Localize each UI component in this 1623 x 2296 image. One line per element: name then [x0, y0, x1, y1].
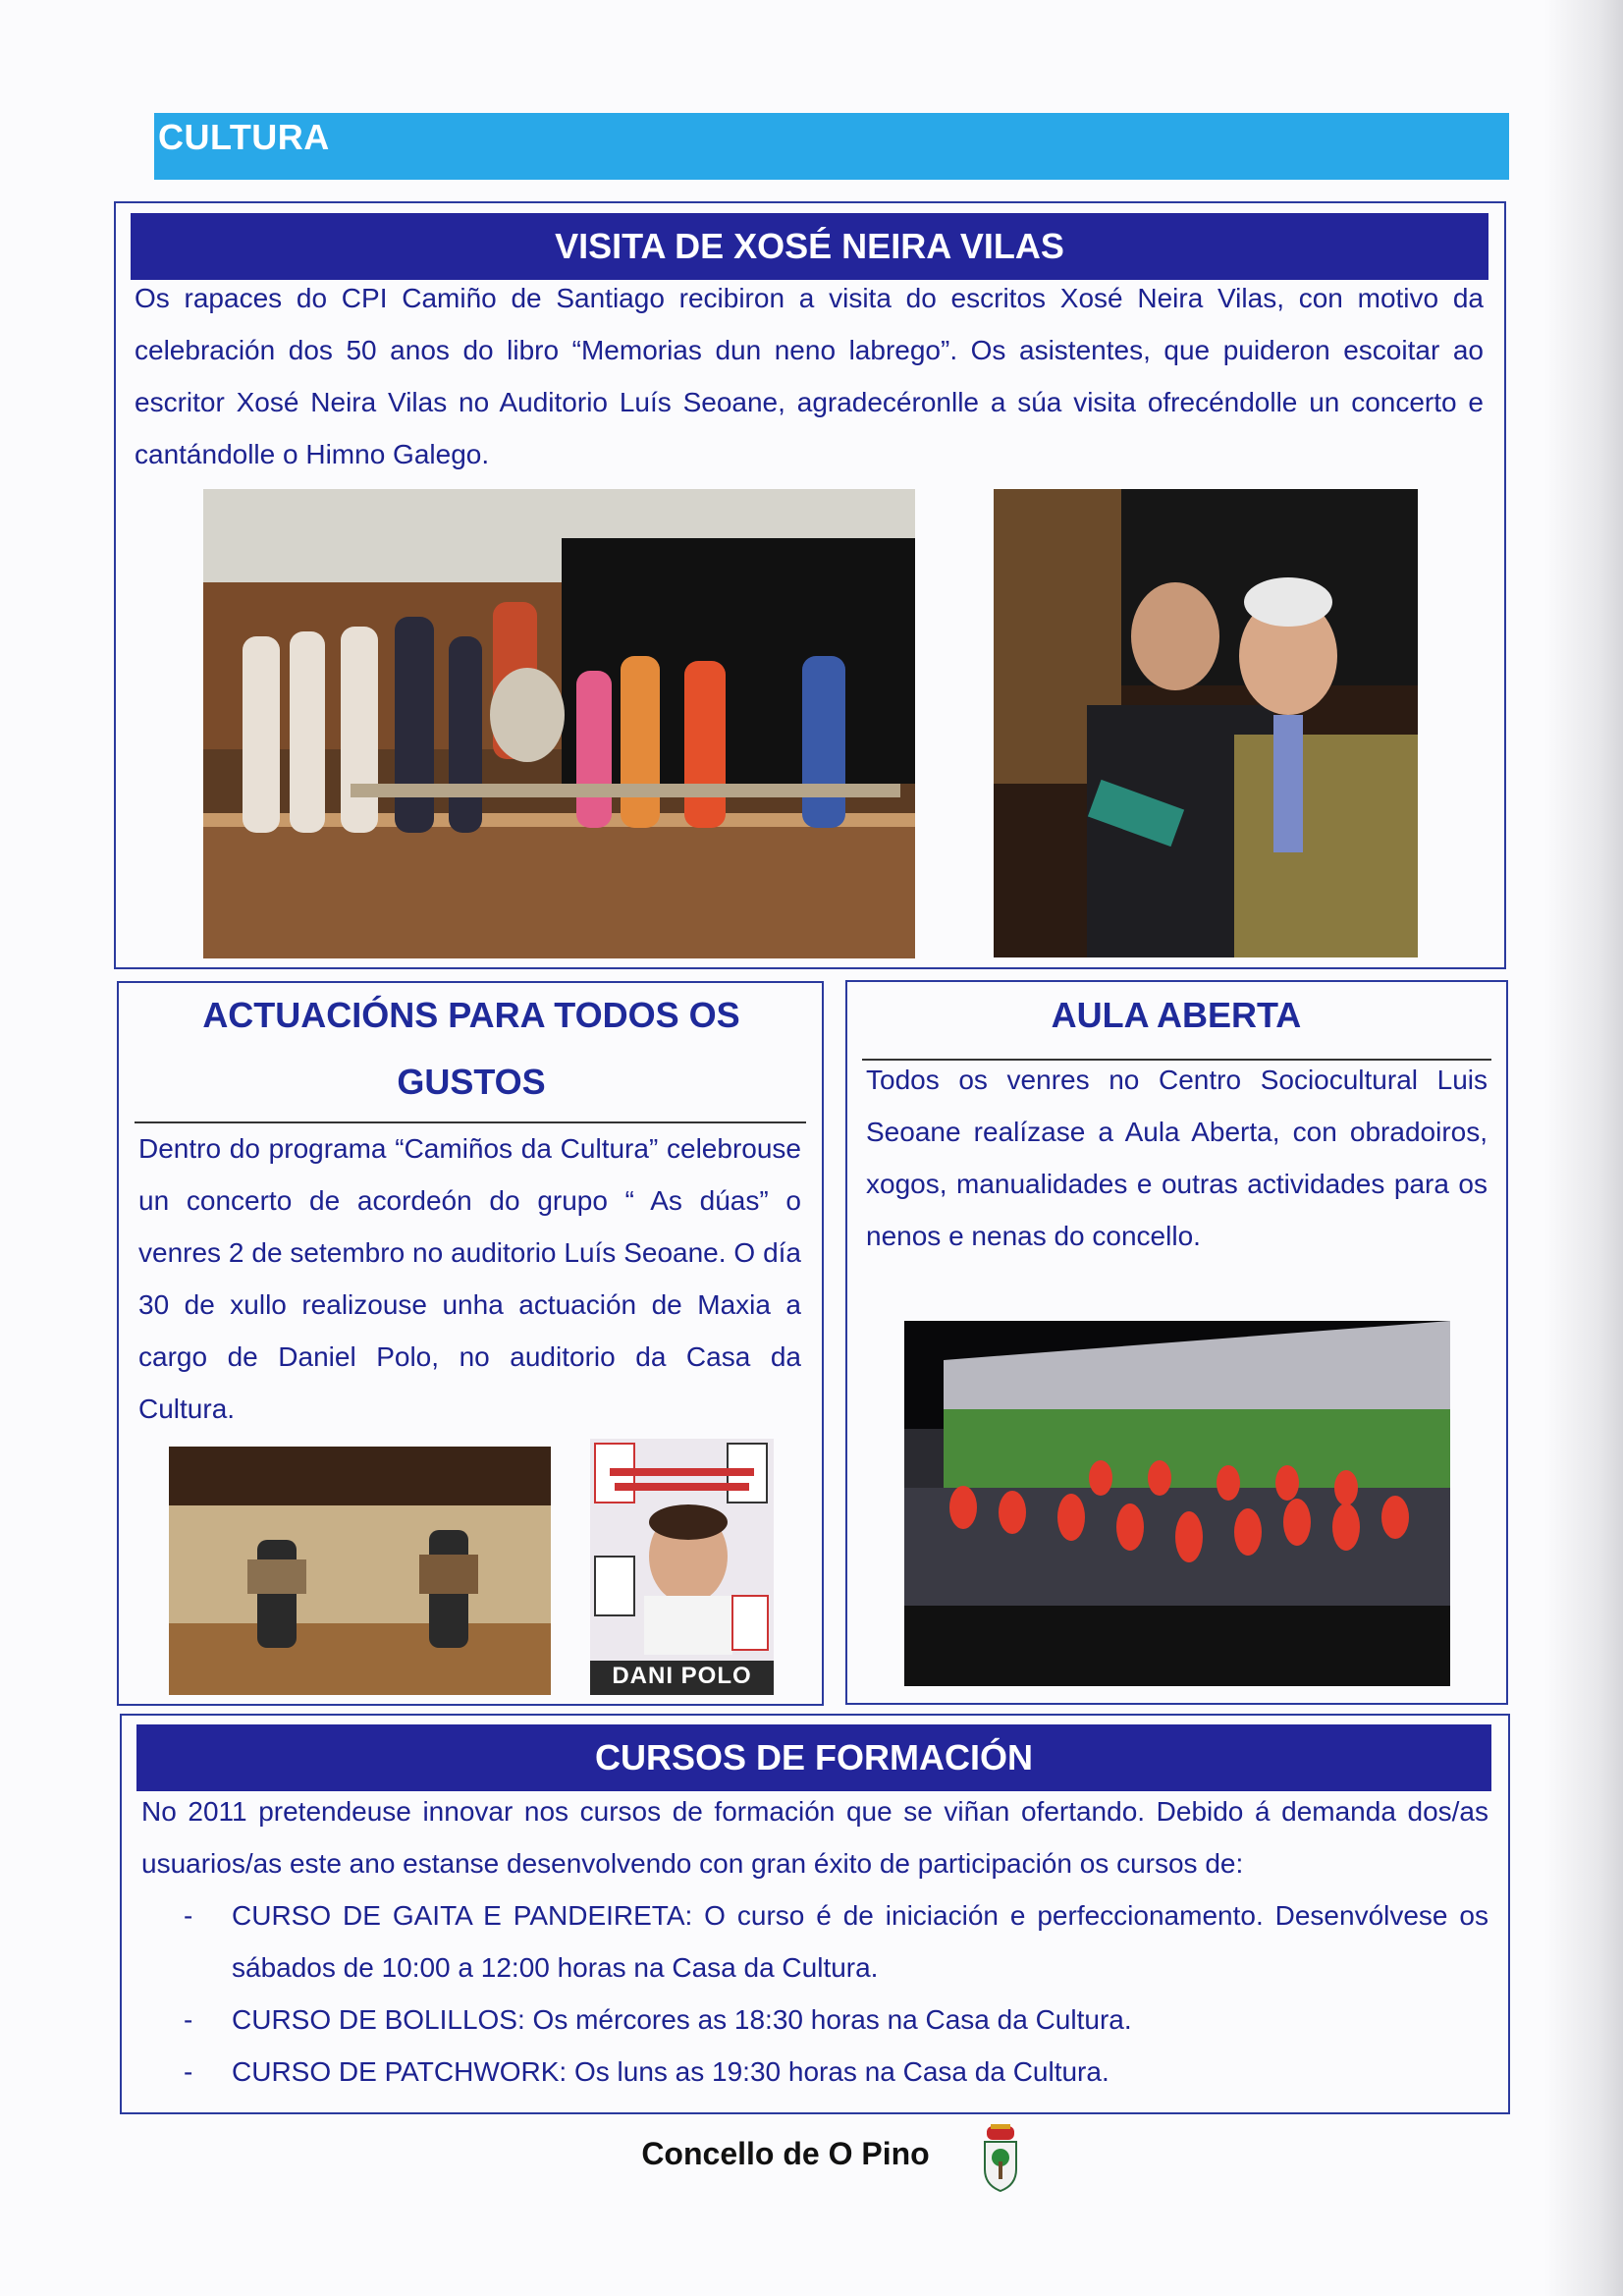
- actuacions-title-line1: ACTUACIÓNS PARA TODOS OS: [202, 995, 740, 1035]
- stage-concert-photo: [203, 489, 915, 958]
- section-banner: [154, 113, 1509, 180]
- curso-bolillos-text: CURSO DE BOLILLOS: Os mércores as 18:30 horas na Casa da Cultura.: [232, 2004, 1132, 2035]
- actuacions-poster: [590, 1439, 774, 1695]
- list-item: - CURSO DE PATCHWORK: Os luns as 19:30 horas na Casa da Cultura.: [184, 2056, 1109, 2087]
- aula-photo: [904, 1321, 1450, 1686]
- cursos-title: CURSOS DE FORMACIÓN: [136, 1724, 1491, 1791]
- cursos-list: [154, 1889, 1488, 2098]
- magic-show-poster: [590, 1439, 774, 1695]
- aula-text: Todos os venres no Centro Sociocultural Luis Seoane realízase a Aula Aberta, con obradoiros, xogos, manualidades e outras actividades para os nenos e nenas do concello.: [866, 1065, 1488, 1251]
- aula-title: AULA ABERTA: [1051, 995, 1302, 1035]
- footer-text: Concello de O Pino: [641, 2136, 930, 2171]
- curso-gaita-text: CURSO DE GAITA E PANDEIRETA: O curso é de iniciación e perfeccionamento. Desenvólvese os sábados de 10:00 a 12:00 horas na Casa da Cultura.: [232, 1900, 1488, 1983]
- accordion-duo-photo: [169, 1447, 551, 1695]
- list-item: - CURSO DE BOLILLOS: Os mércores as 18:30 horas na Casa da Cultura.: [184, 2004, 1132, 2035]
- actuacions-photo-accordion: [169, 1447, 551, 1695]
- page-edge-shadow: [1544, 0, 1623, 2296]
- actuacions-title-line2: GUSTOS: [397, 1062, 546, 1102]
- curso-patchwork-text: CURSO DE PATCHWORK: Os luns as 19:30 horas na Casa da Cultura.: [232, 2056, 1109, 2087]
- actuacions-text: Dentro do programa “Camiños da Cultura” celebrouse un concerto de acordeón do grupo “ As dúas” o venres 2 de setembro no auditorio Luís Seoane. O día 30 de xullo realizouse unha actuación de Maxia a cargo de Daniel Polo, no auditorio da Casa da Cultura.: [138, 1133, 801, 1424]
- section-label: CULTURA: [158, 117, 330, 157]
- visita-text: Os rapaces do CPI Camiño de Santiago recibiron a visita do escritos Xosé Neira Vilas, con motivo da celebración dos 50 anos do libro “Memorias dun neno labrego”. Os asistentes, que puideron escoitar ao escritor Xosé Neira Vilas no Auditorio Luís Seoane, agradecéronlle a súa visita ofrecéndolle un concerto e cantándolle o Himno Galego.: [135, 283, 1484, 469]
- cursos-intro: No 2011 pretendeuse innovar nos cursos de formación que se viñan ofertando. Debido á demanda dos/as usuarios/as este ano estanse desenvolvendo con gran éxito de participación os cursos de:: [141, 1796, 1488, 1879]
- poster-label: DANI POLO: [612, 1663, 752, 1689]
- visita-photo-writer: [994, 489, 1418, 957]
- visita-title: VISITA DE XOSÉ NEIRA VILAS: [131, 213, 1488, 280]
- list-item: - CURSO DE GAITA E PANDEIRETA: O curso é de iniciación e perfeccionamento. Desenvólvese os sábados de 10:00 a 12:00 horas na Casa da Cultura.: [184, 1900, 1488, 1983]
- coat-of-arms-icon: [979, 2124, 1022, 2193]
- writer-book-photo: [994, 489, 1418, 957]
- children-circle-photo: [904, 1321, 1450, 1686]
- visita-photo-concert: [203, 489, 915, 958]
